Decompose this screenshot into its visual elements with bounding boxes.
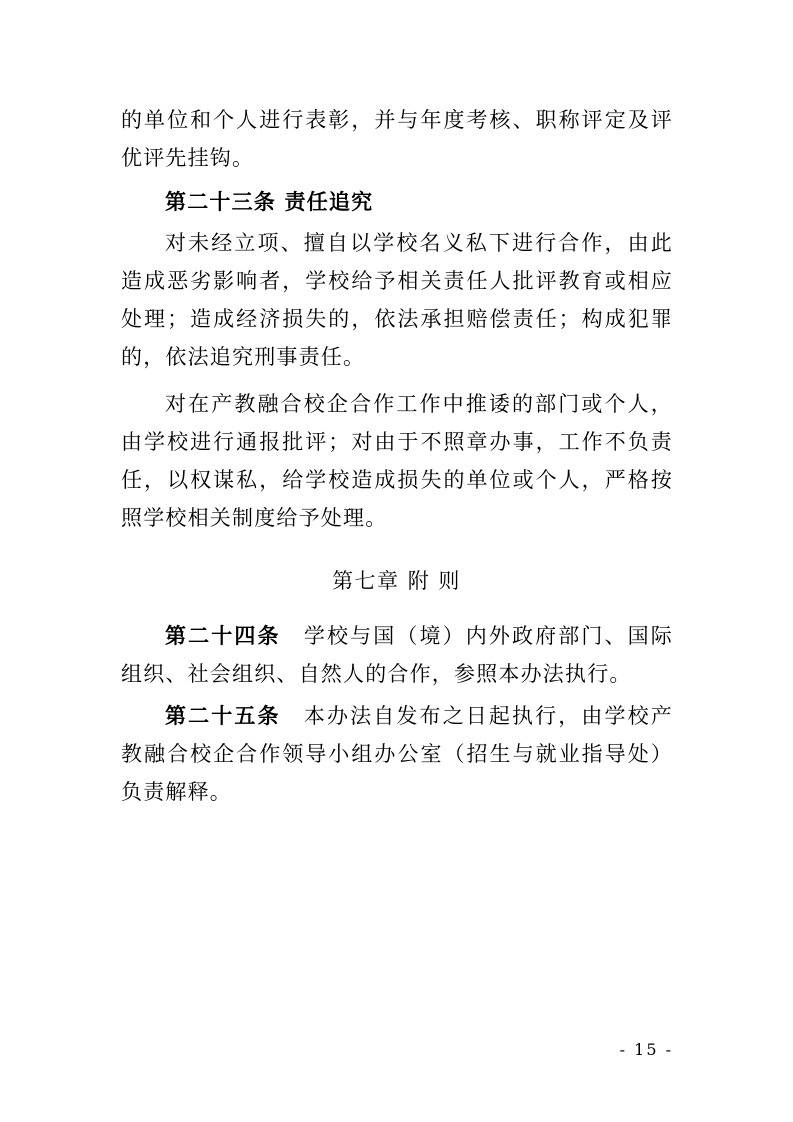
paragraph-article-24 xyxy=(121,617,673,693)
article-24-label: 第二十四条 xyxy=(165,623,281,648)
paragraph-commendation: 的单位和个人进行表彰，并与年度考核、职称评定及评优评先挂钩。 xyxy=(121,108,673,170)
article-25-text: 本办法自发布之日起执行，由学校产教融合校企合作领导小组办公室（招生与就业指导处）负责解释。 xyxy=(121,704,674,804)
paragraph-criticism: 对在产教融合校企合作工作中推诿的部门或个人，由学校进行通报批评；对由于不照章办事，工作不负责任，以权谋私，给学校造成损失的单位或个人，严格按照学校相关制度给予处理。 xyxy=(121,392,673,530)
article-25-label: 第二十五条 xyxy=(165,703,281,728)
paragraph-accountability: 对未经立项、擅自以学校名义私下进行合作，由此造成恶劣影响者，学校给予相关责任人批评教育或相应处理；造成经济损失的，依法承担赔偿责任；构成犯罪的，依法追究刑事责任。 xyxy=(121,231,673,369)
paragraph-article-25 xyxy=(121,697,673,811)
page-number: - 15 - xyxy=(619,1040,673,1059)
chapter-seven-title: 第七章 附 则 xyxy=(332,569,461,593)
article-23-heading: 第二十三条 责任追究 xyxy=(165,189,374,214)
article-24-text: 学校与国（境）内外政府部门、国际组织、社会组织、自然人的合作，参照本办法执行。 xyxy=(121,624,674,686)
